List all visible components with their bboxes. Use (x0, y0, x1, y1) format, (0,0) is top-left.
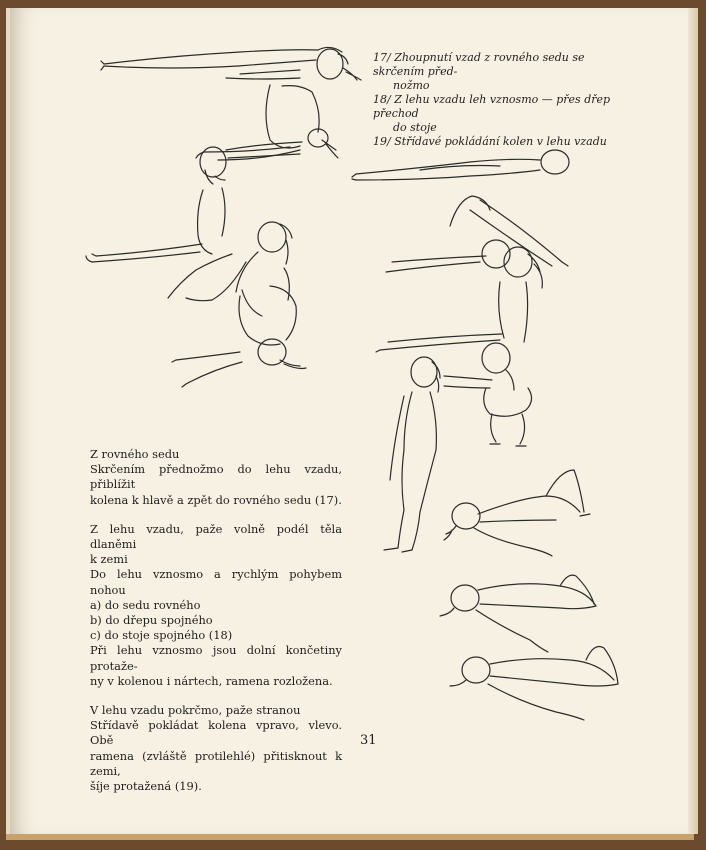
paragraph-17 (90, 447, 342, 508)
exercise-captions (373, 51, 635, 149)
figure-19-c (450, 647, 618, 721)
page-number: 31 (360, 733, 377, 748)
text-line: ramena (zvláště protilehlé) přitisknout k zemi, (90, 748, 342, 778)
text-line: c) do stoje spojného (18) (90, 628, 233, 643)
text-line: b) do dřepu spojného (90, 613, 213, 628)
figure-18-squat (444, 343, 532, 446)
figure-17-sit (86, 142, 302, 262)
figure-18-lying (352, 150, 569, 180)
caption-text: Zhoupnutí vzad z rovného sedu se skrčením před- (373, 51, 585, 78)
figure-18-stand (384, 357, 440, 552)
figure-19-a (444, 470, 590, 556)
text-line: kolena k hlavě a zpět do rovného sedu (17). (90, 492, 342, 507)
figure-18-sit (376, 247, 542, 352)
caption-number: 17/ (373, 51, 391, 64)
text-line: Při lehu vznosmo jsou dolní končetiny protaže- (90, 643, 342, 673)
caption-17 (373, 51, 635, 79)
text-line: Z lehu vzadu, paže volně podél těla dlaněmi (90, 521, 342, 552)
caption-text: Střídavé pokládání kolen v lehu vzadu (394, 135, 607, 148)
text-line: Do lehu vznosmo a rychlým pohybem nohou (90, 567, 342, 597)
text-line: V lehu vzadu pokrčmo, paže stranou (90, 703, 301, 718)
instruction-text (90, 447, 342, 794)
text-line: k zemi (90, 552, 128, 567)
figure-17-roll-back (101, 47, 361, 160)
text-line: Z rovného sedu (90, 447, 180, 461)
figure-17-tuck (168, 222, 292, 316)
text-line: Střídavě pokládat kolena vpravo, vlevo. Obě (90, 718, 342, 748)
caption-number: 18/ (373, 93, 391, 106)
figure-18-legs-up (386, 196, 568, 272)
caption-18 (373, 93, 635, 121)
caption-text: Z lehu vzadu leh vznosmo — přes dřep přechod (373, 93, 611, 120)
figure-19-b (440, 575, 596, 652)
caption-17-cont: nožmo (393, 79, 430, 92)
caption-number: 19/ (373, 135, 391, 148)
text-line: a) do sedu rovného (90, 597, 201, 612)
paragraph-18 (90, 522, 342, 689)
text-line: ny v kolenou i nártech, ramena rozložena. (90, 673, 333, 688)
text-line: šíje protažená (19). (90, 779, 202, 794)
caption-19 (373, 135, 635, 149)
paragraph-19 (90, 703, 342, 794)
text-line: Skrčením přednožmo do lehu vzadu, přiblížit (90, 462, 342, 492)
caption-18-cont: do stoje (393, 121, 437, 134)
figure-17-return (172, 286, 306, 387)
